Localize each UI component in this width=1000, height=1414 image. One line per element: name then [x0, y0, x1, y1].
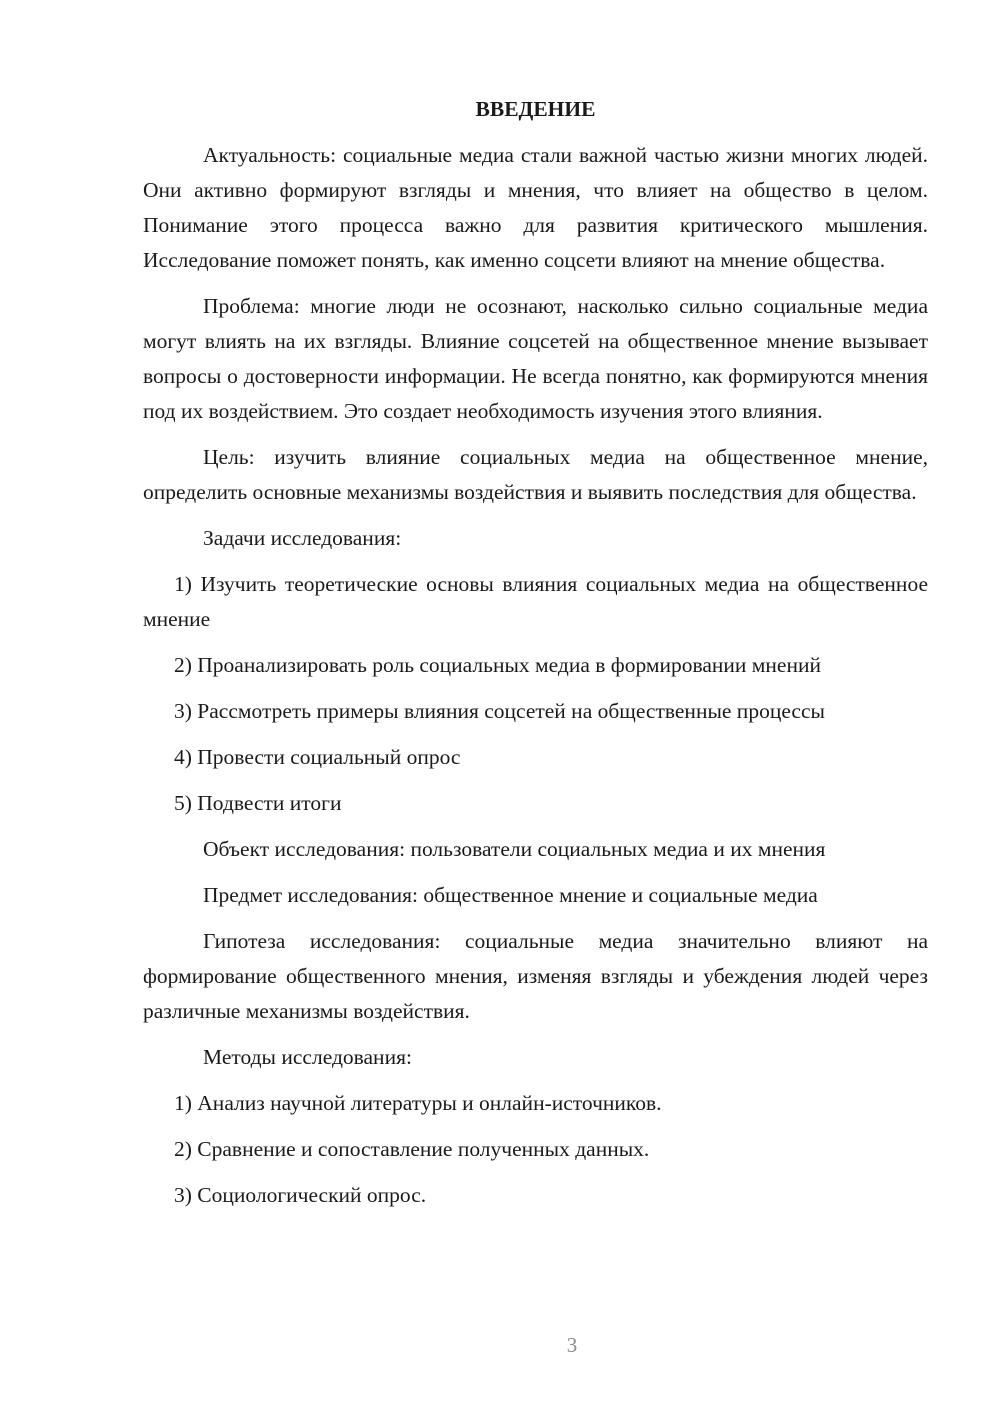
hypothesis-paragraph: Гипотеза исследования: социальные медиа значительно влияют на формирование общественного мнения, изменяя взгляды и убеждения людей через различные механизмы воздействия. [143, 929, 928, 1023]
method-item: 2) Сравнение и сопоставление полученных данных. [174, 1137, 650, 1161]
object-paragraph: Объект исследования: пользователи социальных медиа и их мнения [203, 837, 826, 861]
task-item: 5) Подвести итоги [174, 791, 342, 815]
page-number: 3 [566, 1333, 578, 1357]
relevance-paragraph: Актуальность: социальные медиа стали важной частью жизни многих людей. Они активно формируют взгляды и мнения, что влияет на общество в целом. Понимание этого процесса важно для развития критического мышления. Исследование поможет понять, как именно соцсети влияют на мнение общества. [143, 143, 928, 272]
section-title: ВВЕДЕНИЕ [475, 97, 596, 121]
tasks-heading: Задачи исследования: [203, 526, 402, 550]
method-item: 3) Социологический опрос. [174, 1183, 427, 1207]
method-item: 1) Анализ научной литературы и онлайн-источников. [174, 1091, 662, 1115]
methods-heading: Методы исследования: [203, 1045, 412, 1069]
task-item: 1) Изучить теоретические основы влияния социальных медиа на общественное мнение [143, 572, 928, 631]
task-item: 3) Рассмотреть примеры влияния соцсетей на общественные процессы [174, 699, 825, 723]
goal-paragraph: Цель: изучить влияние социальных медиа на общественное мнение, определить основные механизмы воздействия и выявить последствия для общества. [143, 445, 928, 504]
task-item: 4) Провести социальный опрос [174, 745, 461, 769]
task-item: 2) Проанализировать роль социальных медиа в формировании мнений [174, 653, 821, 677]
subject-paragraph: Предмет исследования: общественное мнение и социальные медиа [203, 883, 818, 907]
problem-paragraph: Проблема: многие люди не осознают, насколько сильно социальные медиа могут влиять на их взгляды. Влияние соцсетей на общественное мнение вызывает вопросы о достоверности информации. Не всегда понятно, как формируются мнения под их воздействием. Это создает необходимость изучения этого влияния. [143, 294, 928, 423]
document-page [143, 92, 928, 1224]
